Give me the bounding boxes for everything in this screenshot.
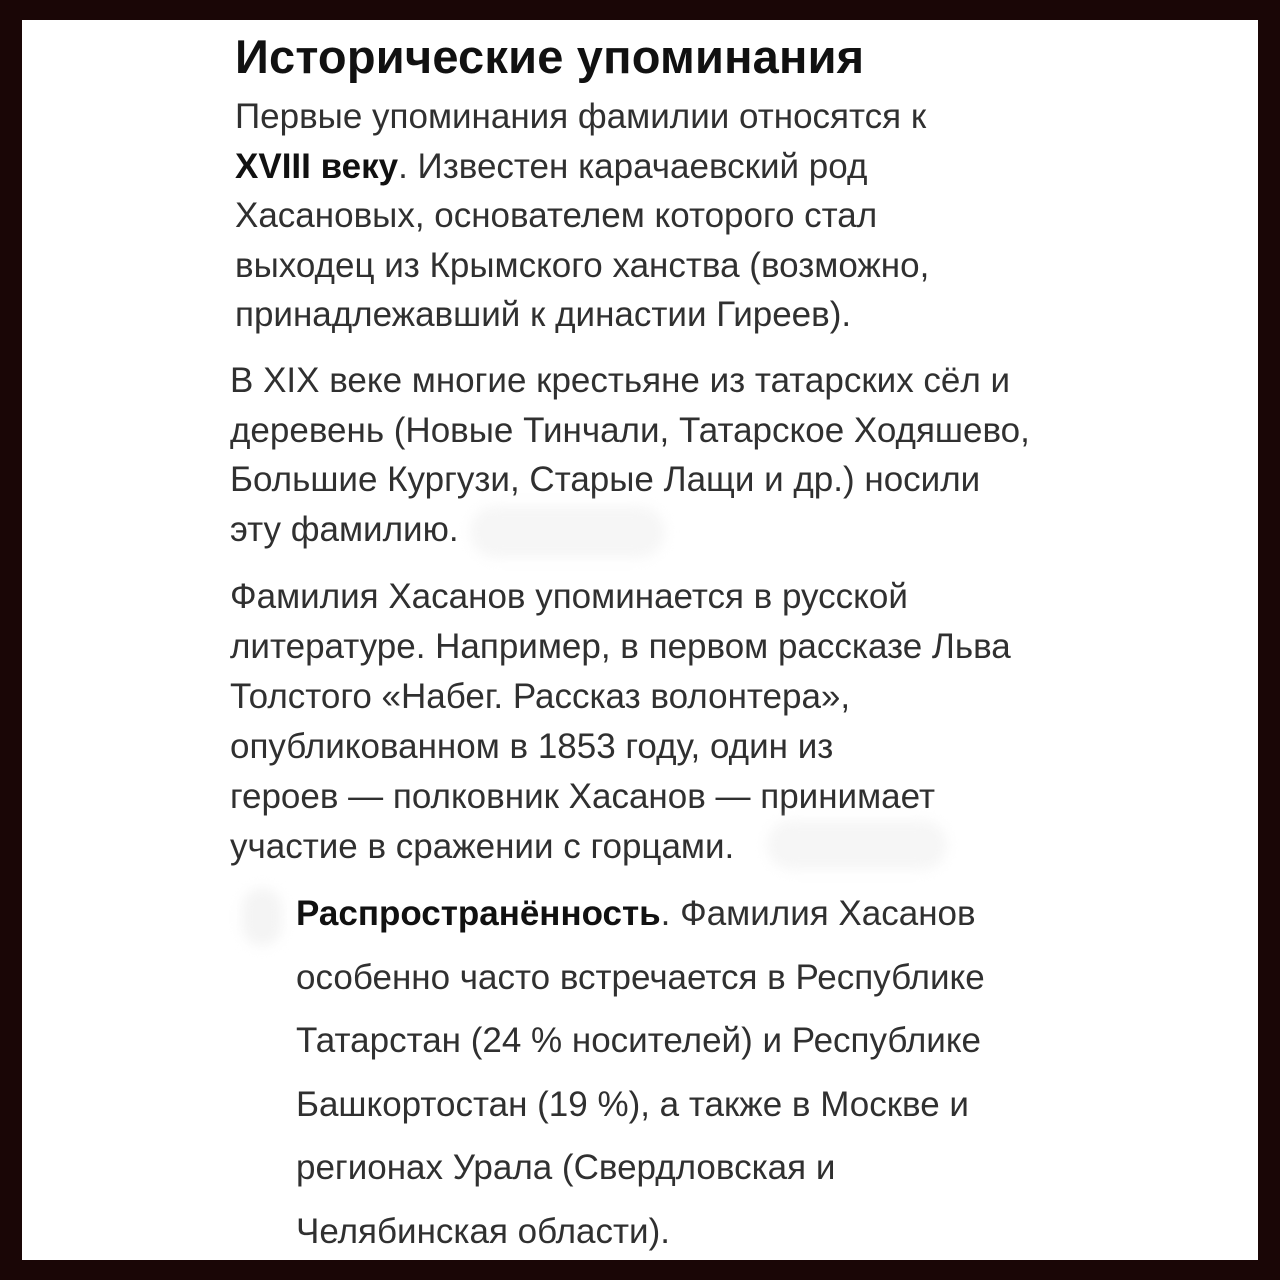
section-title: Исторические упоминания bbox=[235, 30, 865, 83]
redacted-blur bbox=[242, 888, 282, 946]
paragraph-line: Башкортостан (19 %), а также в Москве и bbox=[296, 1084, 969, 1124]
paragraph-line: Фамилия Хасанов упоминается в русской bbox=[230, 577, 908, 616]
paragraph-line: особенно часто встречается в Республике bbox=[296, 957, 985, 997]
paragraph-line-rest: . Фамилия Хасанов bbox=[660, 894, 976, 933]
paragraph-line: Хасановых, основателем которого стал bbox=[235, 196, 878, 235]
bold-term: Распространённость bbox=[296, 894, 661, 933]
document-page bbox=[22, 20, 1258, 1260]
paragraph-line: выходец из Крымского ханства (возможно, bbox=[235, 245, 930, 285]
paragraph-line: регионах Урала (Свердловская и bbox=[296, 1148, 836, 1187]
redacted-blur bbox=[470, 506, 665, 558]
paragraph-line-rest: . Известен карачаевский род bbox=[398, 146, 868, 186]
paragraph-line bbox=[235, 142, 1065, 192]
paragraph-line: участие в сражении с горцами. bbox=[230, 827, 735, 866]
paragraph-line bbox=[296, 882, 1076, 946]
paragraph-history-origin bbox=[235, 92, 1065, 340]
paragraph-line: литературе. Например, в первом рассказе Льва bbox=[230, 627, 1011, 666]
paragraph-prevalence bbox=[296, 882, 1076, 1260]
paragraph-line: Толстого «Набег. Рассказ волонтера», bbox=[230, 677, 851, 716]
paragraph-line: эту фамилию. bbox=[230, 509, 459, 549]
paragraph-line: Челябинская области). bbox=[296, 1211, 670, 1251]
redacted-blur bbox=[767, 820, 947, 870]
bold-term: XVIII веку bbox=[235, 146, 399, 186]
paragraph-line: опубликованном в 1853 году, один из bbox=[230, 727, 834, 766]
paragraph-line: В XIX веке многие крестьяне из татарских сёл и bbox=[230, 361, 1011, 400]
paragraph-line: деревень (Новые Тинчали, Татарское Ходяшево, bbox=[230, 410, 1030, 450]
paragraph-line: Большие Кургузи, Старые Лащи и др.) носили bbox=[230, 460, 981, 499]
paragraph-line: Первые упоминания фамилии относятся к bbox=[235, 97, 927, 136]
paragraph-line: принадлежавший к династии Гиреев). bbox=[235, 295, 852, 334]
paragraph-literature bbox=[230, 572, 1090, 872]
paragraph-line: героев — полковник Хасанов — принимает bbox=[230, 777, 935, 816]
paragraph-line: Татарстан (24 % носителей) и Республике bbox=[296, 1021, 981, 1060]
